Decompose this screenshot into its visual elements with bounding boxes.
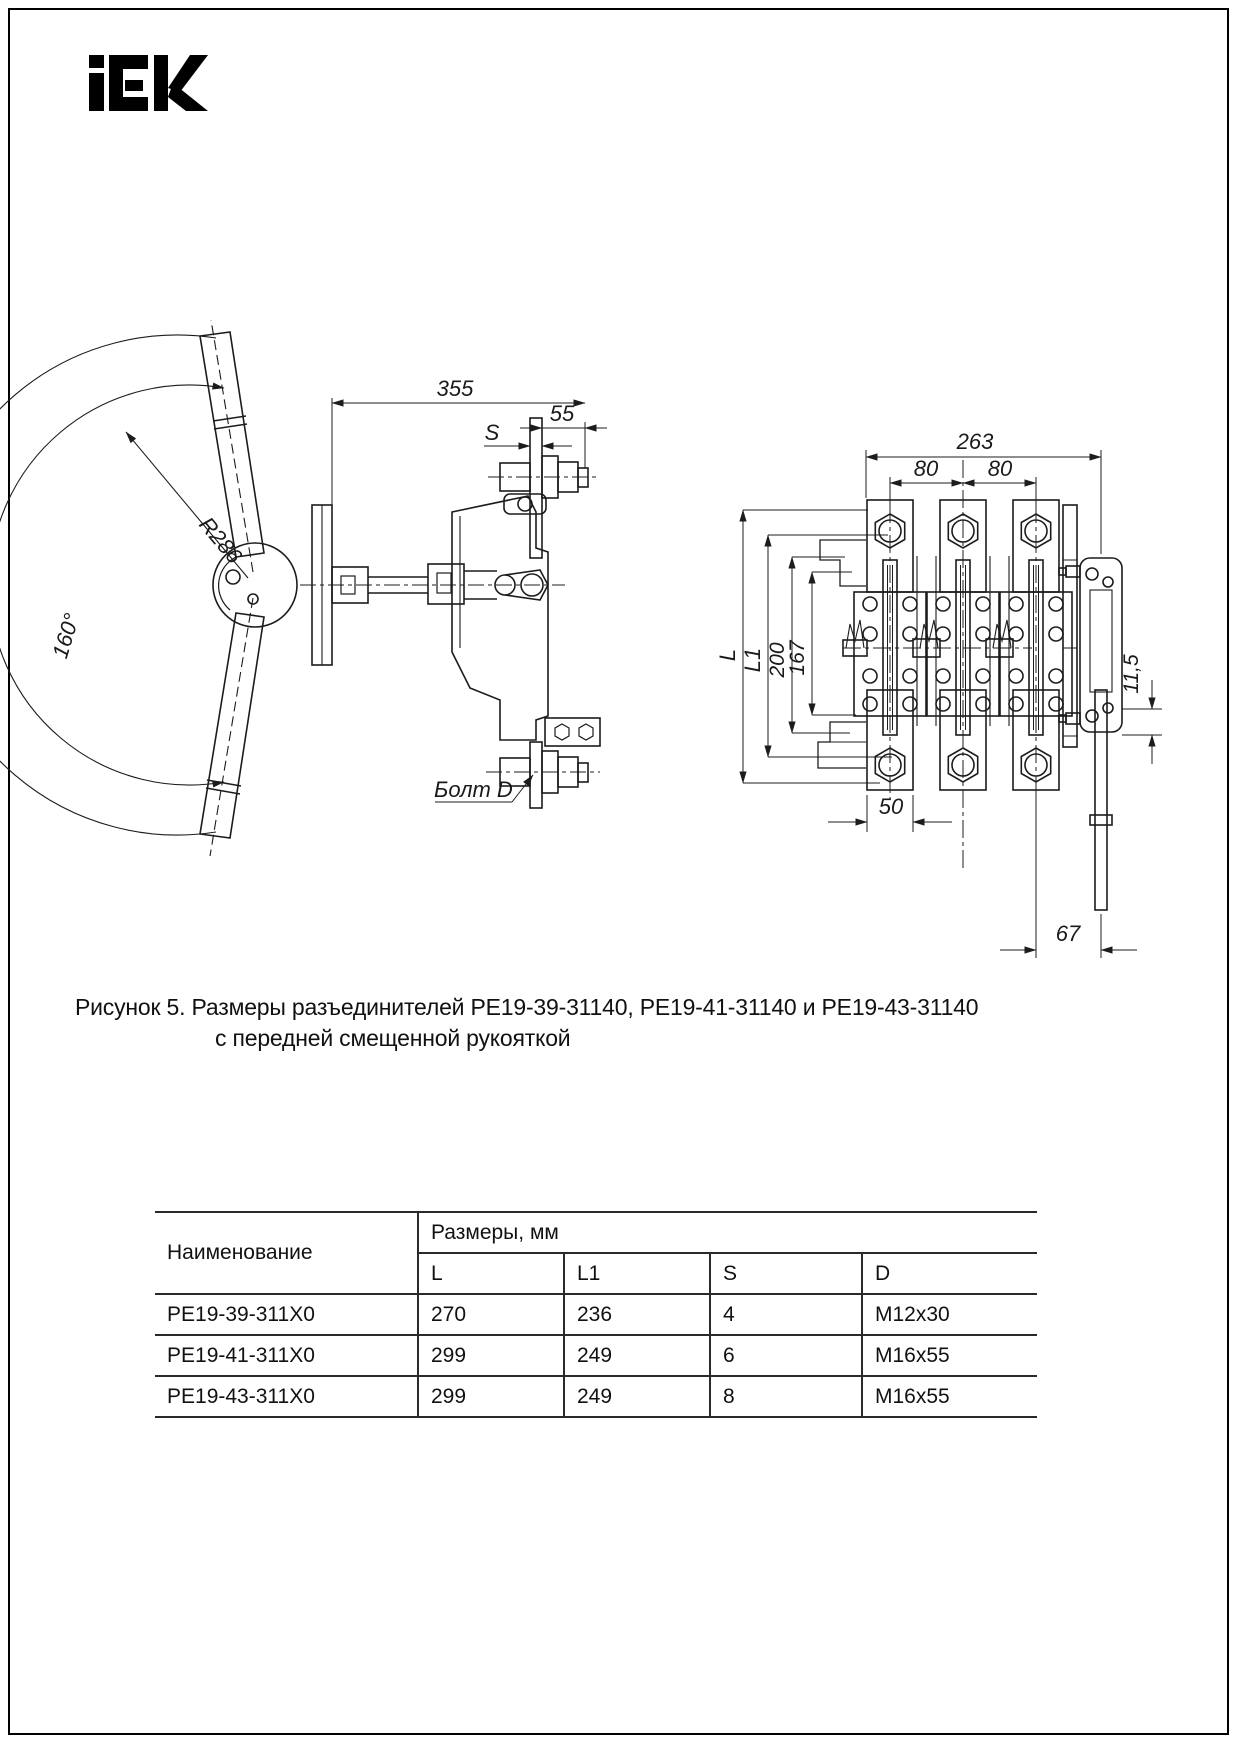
cell-l1: 249	[564, 1376, 710, 1417]
dim-160deg-label: 160°	[47, 610, 85, 662]
cell-name: PE19-41-311X0	[155, 1335, 418, 1376]
cell-s: 6	[710, 1335, 862, 1376]
cell-d: M16x55	[862, 1335, 1037, 1376]
dim-s-label: S	[484, 420, 500, 445]
dimensions-table	[155, 1211, 1037, 1418]
cell-d: M16x55	[862, 1376, 1037, 1417]
cell-l: 299	[418, 1376, 564, 1417]
dim-200-label: 200	[766, 642, 789, 678]
figure-caption-line2: с передней смещенной рукояткой	[215, 1025, 571, 1051]
table-header-sizes: Размеры, мм	[418, 1212, 1037, 1253]
dim-55-label: 55	[549, 401, 575, 426]
table-row	[155, 1294, 1037, 1335]
dim-r286-label: R286	[194, 511, 248, 569]
dim-167-label: 167	[786, 640, 809, 676]
bolt-d-label: Болт D	[434, 777, 513, 802]
table-header-name: Наименование	[155, 1212, 418, 1294]
table-col-header-l1: L1	[564, 1253, 710, 1294]
cell-name: PE19-39-311X0	[155, 1294, 418, 1335]
cell-l1: 249	[564, 1335, 710, 1376]
dim-355-label: 355	[436, 376, 474, 401]
dim-263-label: 263	[956, 429, 994, 454]
cell-l1: 236	[564, 1294, 710, 1335]
front-view	[743, 450, 1162, 958]
figure-caption-line1: Размеры разъединителей РЕ19-39-31140, РЕ19-41-31140 и РЕ19-43-31140	[191, 994, 979, 1020]
side-view	[0, 320, 607, 856]
table-col-header-d: D	[862, 1253, 1037, 1294]
table-row	[155, 1376, 1037, 1417]
cell-l: 299	[418, 1335, 564, 1376]
dim-11-5-label: 11,5	[1120, 654, 1143, 694]
cell-d: M12x30	[862, 1294, 1037, 1335]
cell-name: PE19-43-311X0	[155, 1376, 418, 1417]
figure-caption-label: Рисунок 5.	[75, 994, 186, 1020]
dim-67-label: 67	[1055, 921, 1081, 946]
dim-80-right-label: 80	[987, 456, 1013, 481]
cell-s: 8	[710, 1376, 862, 1417]
table-header-row-1	[155, 1212, 1037, 1253]
table-row	[155, 1335, 1037, 1376]
dim-l1-label: L1	[740, 647, 765, 673]
table-col-header-s: S	[710, 1253, 862, 1294]
table-col-header-l: L	[418, 1253, 564, 1294]
dim-80-left-label: 80	[913, 456, 939, 481]
cell-l: 270	[418, 1294, 564, 1335]
figure-caption	[75, 992, 1040, 1054]
dim-l-label: L	[715, 648, 740, 662]
cell-s: 4	[710, 1294, 862, 1335]
dim-50-label: 50	[878, 794, 904, 819]
